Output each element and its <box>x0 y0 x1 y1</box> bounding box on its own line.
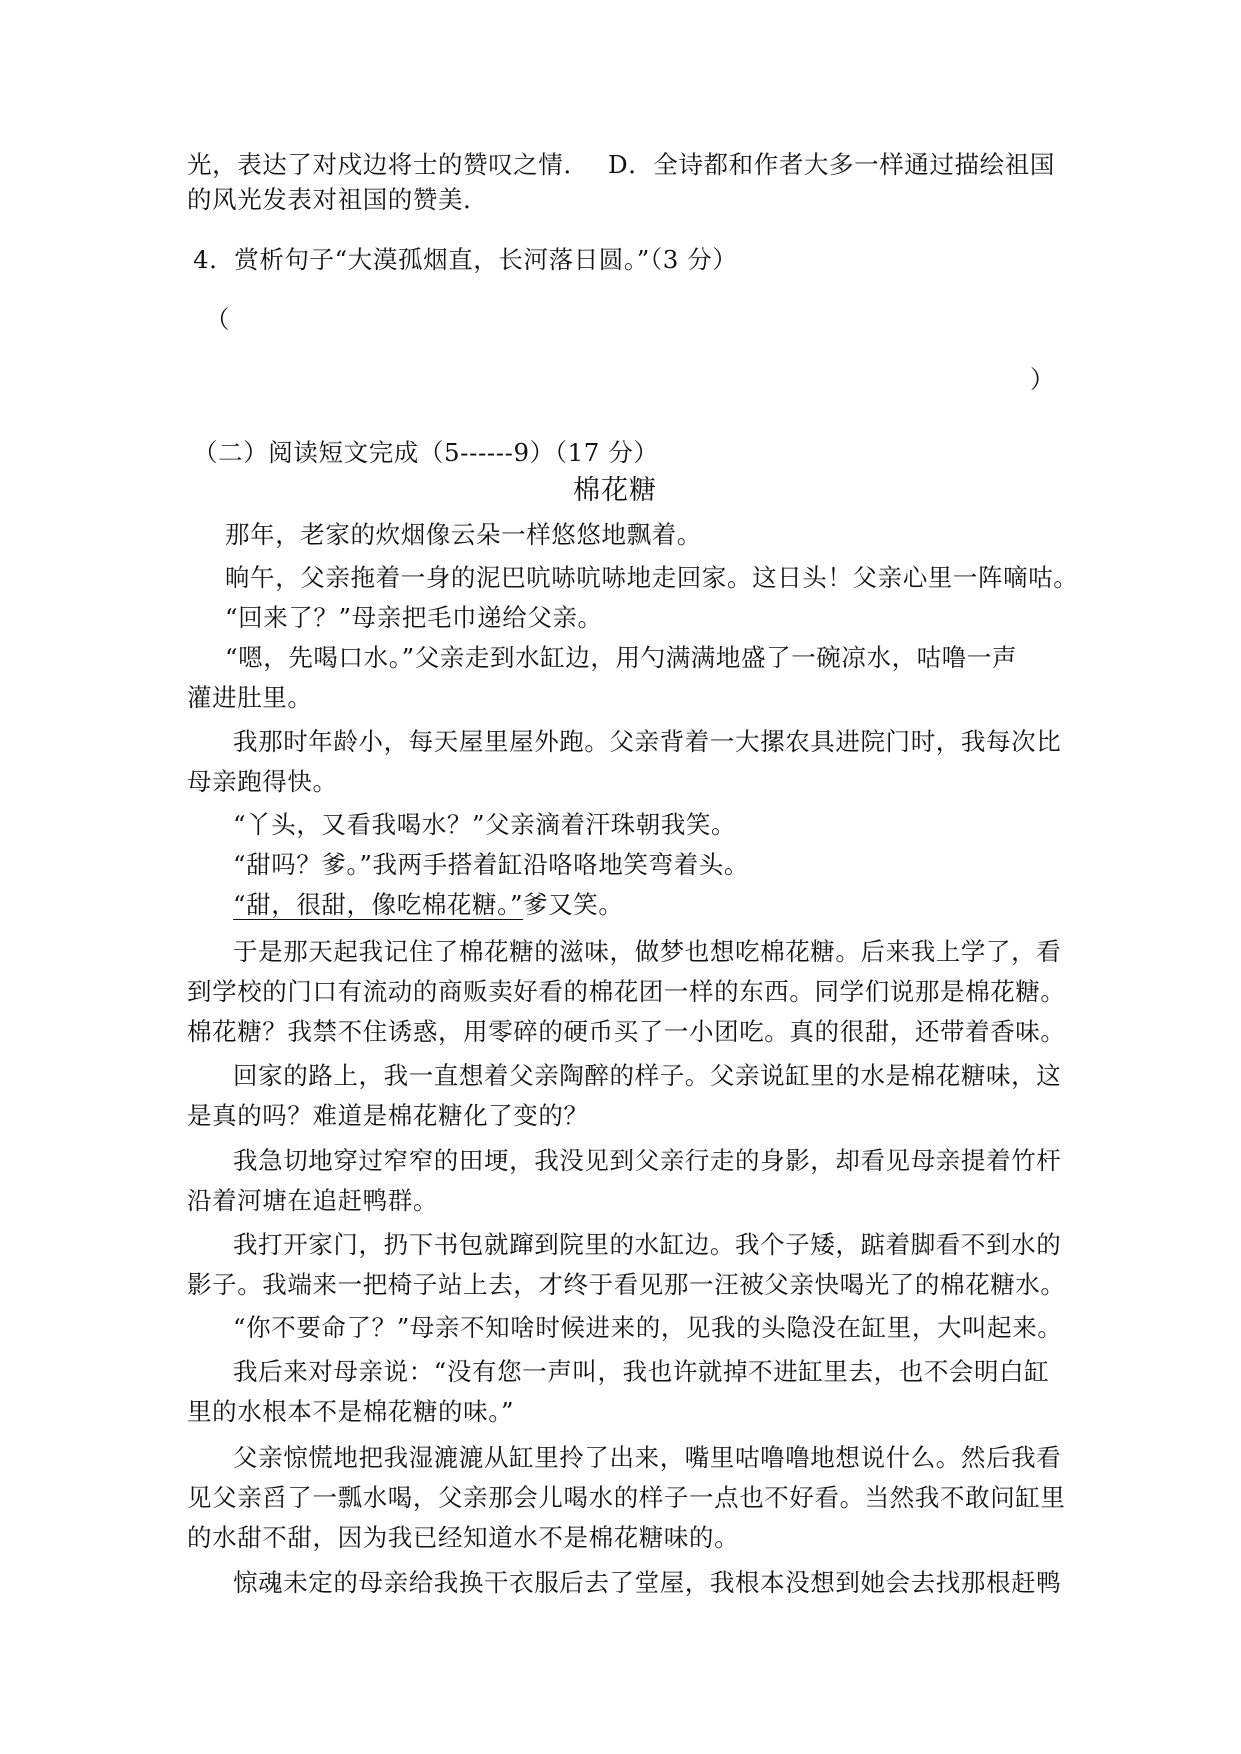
passage-line: “嗯，先喝口水。”父亲走到水缸边，用勺满满地盛了一碗凉水，咕噜一声 <box>225 643 1018 672</box>
q3-tail-line1: 光，表达了对戍边将士的赞叹之情． <box>187 150 589 179</box>
quote-tail: 爹又笑。 <box>523 890 624 919</box>
passage-line: “你不要命了？”母亲不知啥时候进来的，见我的头隐没在缸里，大叫起来。 <box>233 1313 1063 1342</box>
passage-line: 母亲跑得快。 <box>187 767 338 796</box>
passage-line: “甜吗？爹。”我两手搭着缸沿咯咯地笑弯着头。 <box>233 850 749 879</box>
answer-open-paren: （ <box>205 305 231 334</box>
passage-line: 父亲惊慌地把我湿漉漉从缸里拎了出来，嘴里咕噜噜地想说什么。然后我看 <box>233 1443 1062 1472</box>
passage-line: 惊魂未定的母亲给我换干衣服后去了堂屋，我根本没想到她会去找那根赶鸭 <box>233 1568 1062 1597</box>
passage-line: 棉花糖？我禁不住诱惑，用零碎的硬币买了一小团吃。真的很甜，还带着香味。 <box>187 1017 1066 1046</box>
passage-line: 是真的吗？难道是棉花糖化了变的？ <box>187 1101 589 1130</box>
passage-line: 我打开家门，扔下书包就蹿到院里的水缸边。我个子矮，踮着脚看不到水的 <box>233 1230 1062 1259</box>
answer-close-paren: ） <box>1030 365 1056 394</box>
passage-line: 里的水根本不是棉花糖的味。” <box>187 1397 515 1426</box>
passage-line: “丫头，又看我喝水？”父亲滴着汗珠朝我笑。 <box>233 810 737 839</box>
passage-line: 我急切地穿过窄窄的田埂，我没见到父亲行走的身影，却看见母亲提着竹杆 <box>233 1146 1062 1175</box>
section-heading: （二）阅读短文完成（5------9）（17 分） <box>193 438 659 467</box>
q3-option-d: D．全诗都和作者大多一样通过描绘祖国 <box>608 150 1055 179</box>
passage-line: 那年，老家的炊烟像云朵一样悠悠地飘着。 <box>225 520 702 549</box>
passage-line: “回来了？”母亲把毛巾递给父亲。 <box>225 603 603 632</box>
passage-line: 晌午，父亲拖着一身的泥巴吭哧吭哧地走回家。这日头！父亲心里一阵嘀咕。 <box>225 563 1079 592</box>
passage-line-underlined <box>233 890 624 920</box>
passage-line: 沿着河塘在追赶鸭群。 <box>187 1186 438 1215</box>
passage-line: 的水甜不甜，因为我已经知道水不是棉花糖味的。 <box>187 1523 740 1552</box>
passage-line: 我那时年龄小，每天屋里屋外跑。父亲背着一大摞农具进院门时，我每次比 <box>233 727 1062 756</box>
passage-line: 灌进肚里。 <box>187 683 313 712</box>
passage-line: 我后来对母亲说：“没有您一声叫，我也许就掉不进缸里去，也不会明白缸 <box>233 1357 1050 1386</box>
passage-title: 棉花糖 <box>573 475 657 506</box>
q3-tail-line2: 的风光发表对祖国的赞美． <box>187 185 489 214</box>
passage-line: 回家的路上，我一直想着父亲陶醉的样子。父亲说缸里的水是棉花糖味，这 <box>233 1061 1062 1090</box>
passage-line: 见父亲舀了一瓢水喝，父亲那会儿喝水的样子一点也不好看。当然我不敢问缸里 <box>187 1483 1066 1512</box>
passage-line: 影子。我端来一把椅子站上去，才终于看见那一汪被父亲快喝光了的棉花糖水。 <box>187 1270 1066 1299</box>
question-4-prompt: 4．赏析句子“大漠孤烟直，长河落日圆。”（3 分） <box>193 245 738 274</box>
underlined-quote: “甜，很甜，像吃棉花糖。” <box>233 890 524 919</box>
passage-line: 于是那天起我记住了棉花糖的滋味，做梦也想吃棉花糖。后来我上学了，看 <box>233 937 1062 966</box>
passage-line: 到学校的门口有流动的商贩卖好看的棉花团一样的东西。同学们说那是棉花糖。 <box>187 977 1066 1006</box>
